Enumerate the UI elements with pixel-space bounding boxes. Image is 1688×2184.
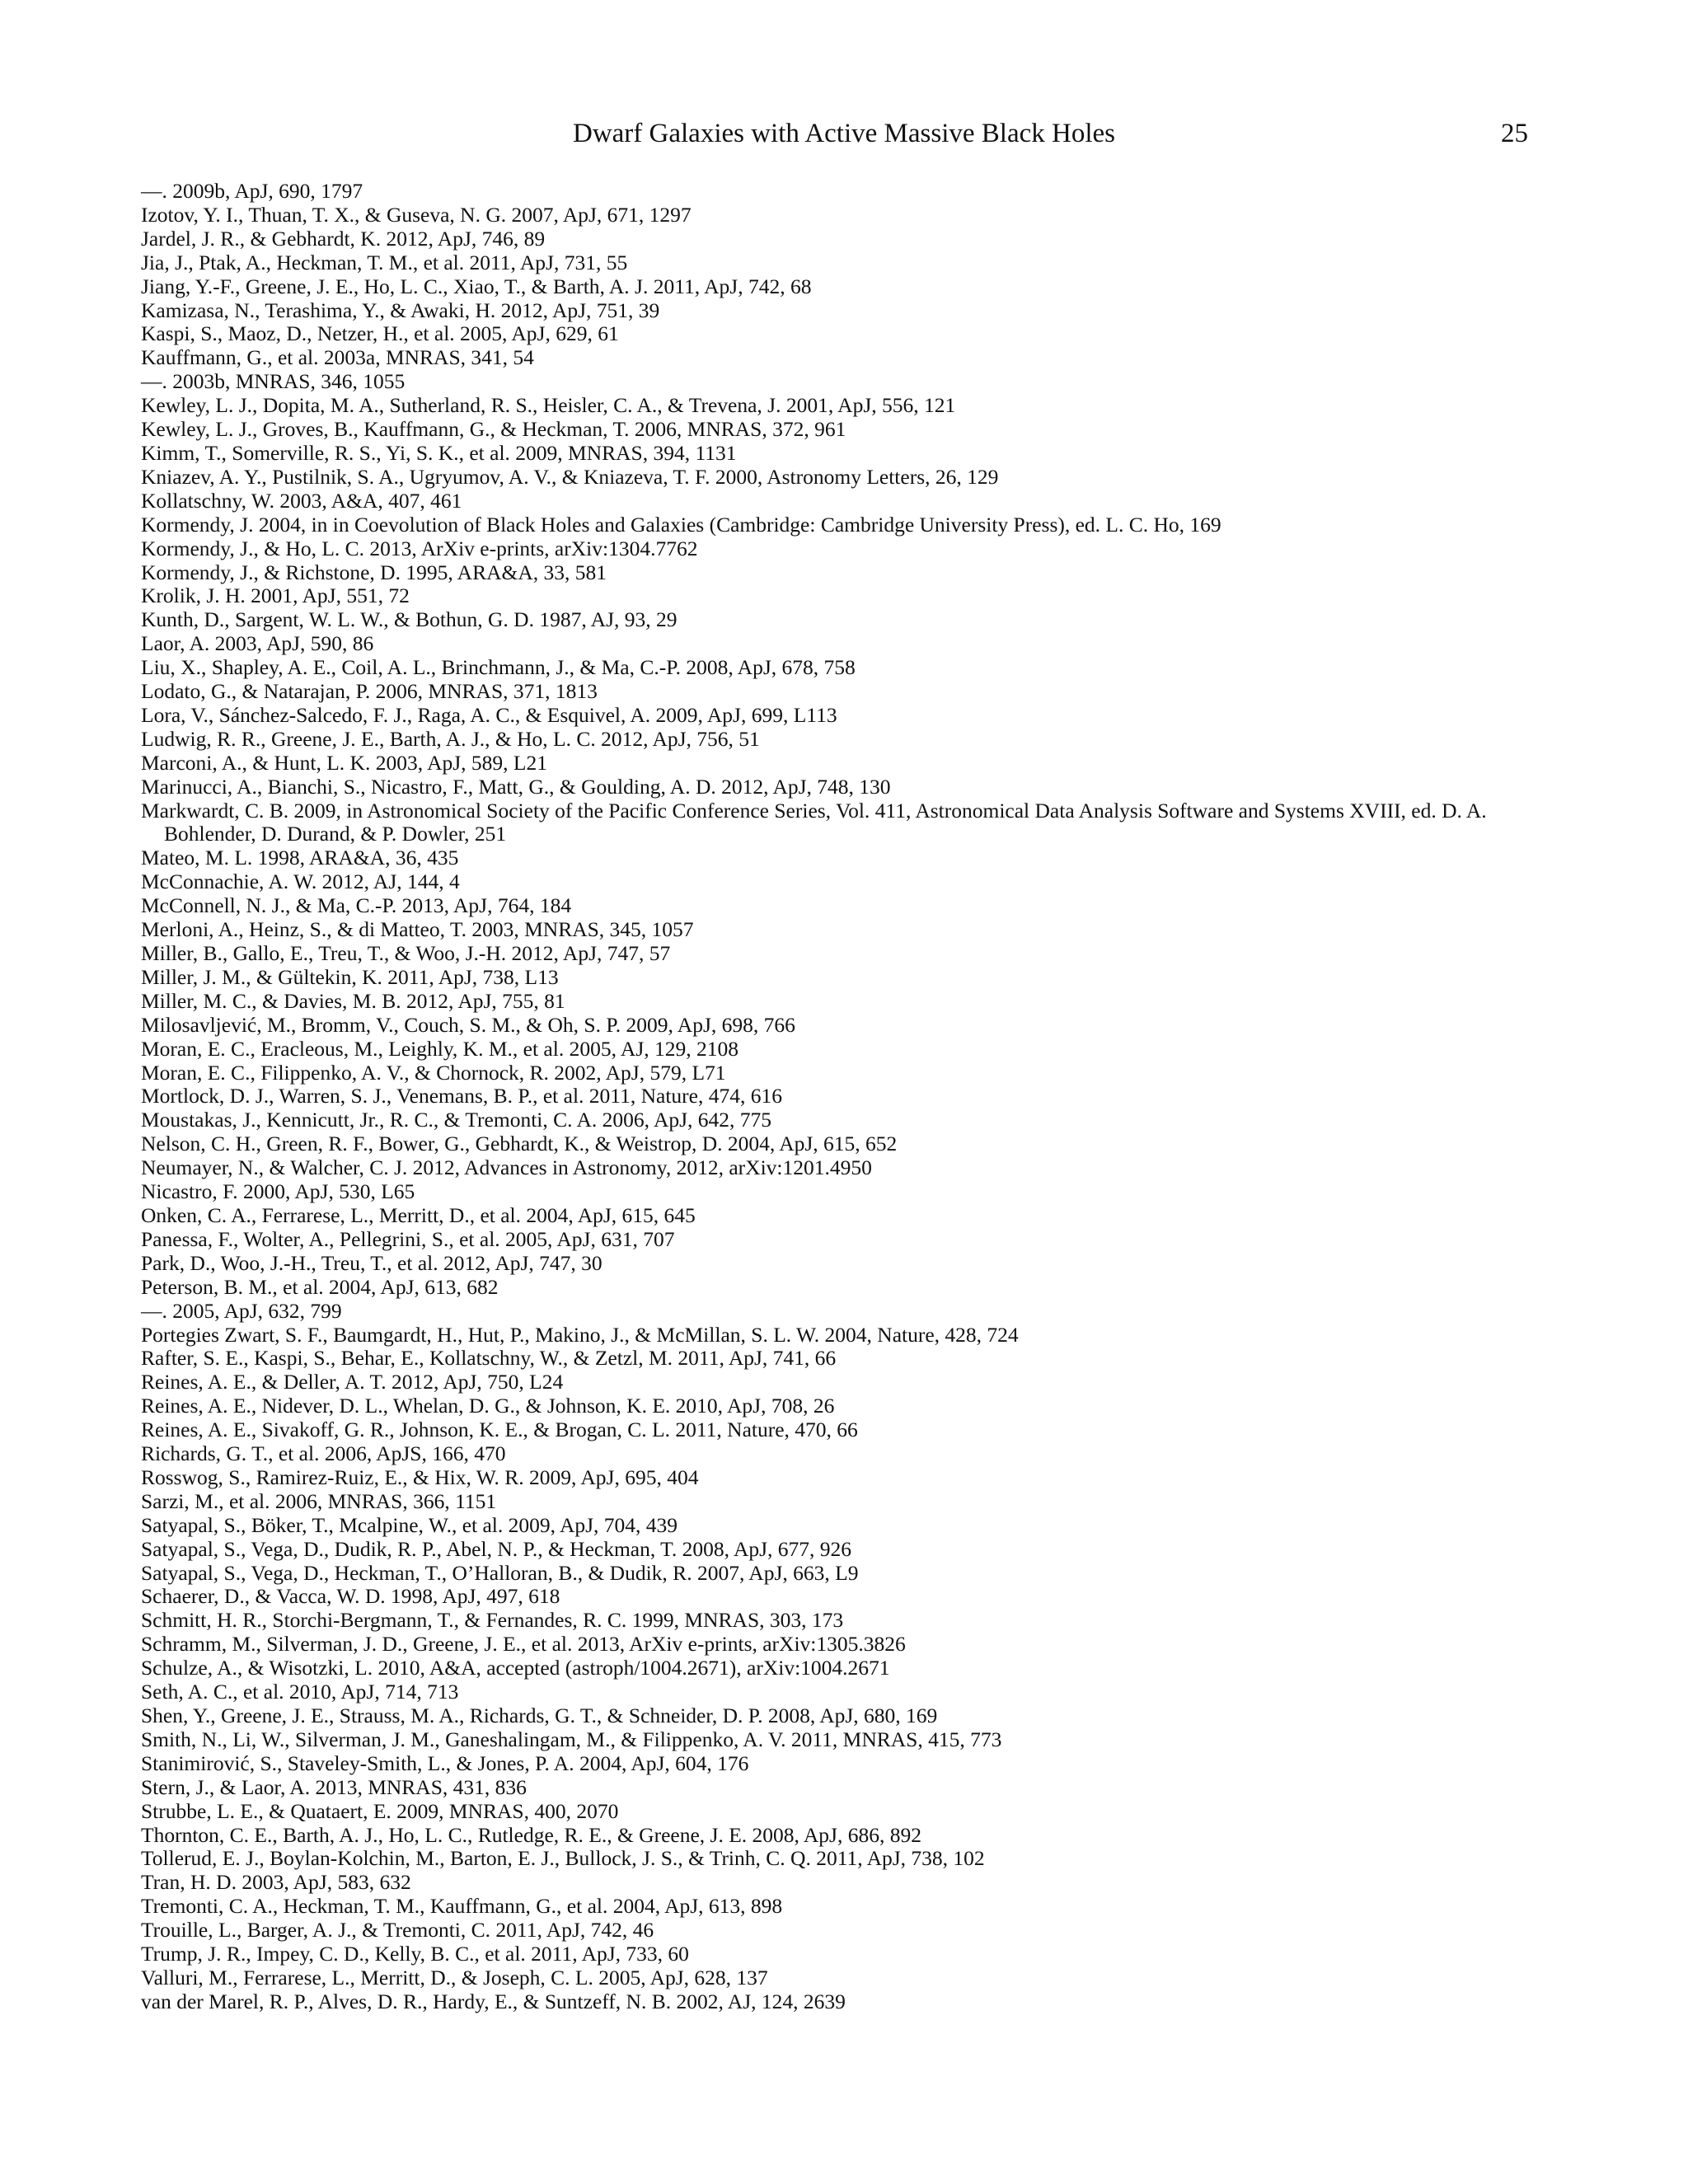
reference-entry: Richards, G. T., et al. 2006, ApJS, 166, 470 — [141, 1441, 506, 1466]
reference-entry: Krolik, J. H. 2001, ApJ, 551, 72 — [141, 583, 410, 608]
reference-entry: Satyapal, S., Vega, D., Dudik, R. P., Abel, N. P., & Heckman, T. 2008, ApJ, 677, 926 — [141, 1536, 852, 1561]
reference-entry: —. 2003b, MNRAS, 346, 1055 — [141, 369, 406, 394]
reference-entry: Peterson, B. M., et al. 2004, ApJ, 613, 682 — [141, 1274, 499, 1299]
reference-entry: Miller, J. M., & Gültekin, K. 2011, ApJ, 738, L13 — [141, 964, 559, 989]
reference-entry: —. 2009b, ApJ, 690, 1797 — [141, 179, 363, 203]
reference-entry: Onken, C. A., Ferrarese, L., Merritt, D., et al. 2004, ApJ, 615, 645 — [141, 1202, 696, 1227]
page-number: 25 — [1501, 119, 1528, 148]
reference-entry: Jiang, Y.-F., Greene, J. E., Ho, L. C., Xiao, T., & Barth, A. J. 2011, ApJ, 742, 68 — [141, 274, 812, 298]
reference-entry: Kauffmann, G., et al. 2003a, MNRAS, 341, 54 — [141, 345, 534, 370]
reference-entry: Trump, J. R., Impey, C. D., Kelly, B. C., et al. 2011, ApJ, 733, 60 — [141, 1942, 689, 1966]
reference-entry: Stanimirović, S., Staveley-Smith, L., & Jones, P. A. 2004, ApJ, 604, 176 — [141, 1750, 749, 1775]
reference-entry: Lora, V., Sánchez-Salcedo, F. J., Raga, A. C., & Esquivel, A. 2009, ApJ, 699, L113 — [141, 702, 837, 727]
reference-entry: Kewley, L. J., Dopita, M. A., Sutherland, R. S., Heisler, C. A., & Trevena, J. 2001, ApJ, 556, 121 — [141, 393, 956, 418]
reference-entry: Miller, B., Gallo, E., Treu, T., & Woo, J.-H. 2012, ApJ, 747, 57 — [141, 941, 671, 965]
reference-entry: Marinucci, A., Bianchi, S., Nicastro, F., Matt, G., & Goulding, A. D. 2012, ApJ, 748, 130 — [141, 774, 891, 799]
reference-entry: Panessa, F., Wolter, A., Pellegrini, S., et al. 2005, ApJ, 631, 707 — [141, 1226, 675, 1251]
reference-entry: Sarzi, M., et al. 2006, MNRAS, 366, 1151 — [141, 1488, 497, 1513]
reference-entry: Lodato, G., & Natarajan, P. 2006, MNRAS, 371, 1813 — [141, 679, 598, 704]
reference-entry: Smith, N., Li, W., Silverman, J. M., Ganeshalingam, M., & Filippenko, A. V. 2011, MNRAS, 415, 773 — [141, 1727, 1002, 1751]
reference-entry: Seth, A. C., et al. 2010, ApJ, 714, 713 — [141, 1680, 459, 1704]
reference-entry: Thornton, C. E., Barth, A. J., Ho, L. C., Rutledge, R. E., & Greene, J. E. 2008, ApJ, 686, 892 — [141, 1822, 921, 1847]
reference-entry: Tremonti, C. A., Heckman, T. M., Kauffmann, G., et al. 2004, ApJ, 613, 898 — [141, 1894, 783, 1919]
reference-entry: Rosswog, S., Ramirez-Ruiz, E., & Hix, W. R. 2009, ApJ, 695, 404 — [141, 1465, 699, 1489]
reference-entry: Satyapal, S., Böker, T., Mcalpine, W., et al. 2009, ApJ, 704, 439 — [141, 1512, 678, 1537]
reference-entry: Jardel, J. R., & Gebhardt, K. 2012, ApJ, 746, 89 — [141, 226, 546, 251]
reference-entry: Mateo, M. L. 1998, ARA&A, 36, 435 — [141, 846, 459, 870]
reference-entry: Kunth, D., Sargent, W. L. W., & Bothun, G. D. 1987, AJ, 93, 29 — [141, 607, 678, 632]
reference-entry: Schmitt, H. R., Storchi-Bergmann, T., & Fernandes, R. C. 1999, MNRAS, 303, 173 — [141, 1608, 844, 1633]
reference-entry: Kimm, T., Somerville, R. S., Yi, S. K., et al. 2009, MNRAS, 394, 1131 — [141, 440, 737, 465]
reference-entry: Reines, A. E., Nidever, D. L., Whelan, D. G., & Johnson, K. E. 2010, ApJ, 708, 26 — [141, 1394, 835, 1418]
reference-entry: Neumayer, N., & Walcher, C. J. 2012, Advances in Astronomy, 2012, arXiv:1201.4950 — [141, 1155, 872, 1180]
reference-entry: —. 2005, ApJ, 632, 799 — [141, 1298, 342, 1323]
reference-entry: Reines, A. E., Sivakoff, G. R., Johnson, K. E., & Brogan, C. L. 2011, Nature, 470, 66 — [141, 1418, 858, 1442]
reference-entry: Kollatschny, W. 2003, A&A, 407, 461 — [141, 488, 462, 513]
reference-entry: Shen, Y., Greene, J. E., Strauss, M. A., Richards, G. T., & Schneider, D. P. 2008, ApJ, 680, 169 — [141, 1704, 938, 1727]
reference-entry: Milosavljević, M., Bromm, V., Couch, S. M., & Oh, S. P. 2009, ApJ, 698, 766 — [141, 1012, 795, 1037]
reference-entry: Kormendy, J., & Ho, L. C. 2013, ArXiv e-prints, arXiv:1304.7762 — [141, 536, 698, 560]
reference-entry: Miller, M. C., & Davies, M. B. 2012, ApJ, 755, 81 — [141, 988, 565, 1013]
reference-entry: Satyapal, S., Vega, D., Heckman, T., O’Halloran, B., & Dudik, R. 2007, ApJ, 663, L9 — [141, 1560, 859, 1585]
reference-entry: Laor, A. 2003, ApJ, 590, 86 — [141, 631, 374, 656]
reference-entry: Moustakas, J., Kennicutt, Jr., R. C., & Tremonti, C. A. 2006, ApJ, 642, 775 — [141, 1108, 772, 1132]
running-title: Dwarf Galaxies with Active Massive Black Holes — [572, 119, 1115, 148]
page-header — [0, 117, 1688, 150]
reference-entry: Kewley, L. J., Groves, B., Kauffmann, G., & Heckman, T. 2006, MNRAS, 372, 961 — [141, 417, 846, 442]
reference-entry: Reines, A. E., & Deller, A. T. 2012, ApJ, 750, L24 — [141, 1370, 564, 1394]
reference-entry: Kaspi, S., Maoz, D., Netzer, H., et al. 2005, ApJ, 629, 61 — [141, 321, 619, 346]
reference-entry: Tran, H. D. 2003, ApJ, 583, 632 — [141, 1870, 411, 1895]
reference-entry: Schulze, A., & Wisotzki, L. 2010, A&A, accepted (astroph/1004.2671), arXiv:1004.2671 — [141, 1656, 890, 1680]
reference-entry: Kamizasa, N., Terashima, Y., & Awaki, H. 2012, ApJ, 751, 39 — [141, 298, 660, 322]
reference-entry: Valluri, M., Ferrarese, L., Merritt, D., & Joseph, C. L. 2005, ApJ, 628, 137 — [141, 1965, 768, 1990]
reference-entry: Schramm, M., Silverman, J. D., Greene, J. E., et al. 2013, ArXiv e-prints, arXiv:1305.3826 — [141, 1632, 906, 1657]
reference-entry: Marconi, A., & Hunt, L. K. 2003, ApJ, 589, L21 — [141, 750, 547, 775]
reference-entry: Moran, E. C., Eracleous, M., Leighly, K. M., et al. 2005, AJ, 129, 2108 — [141, 1036, 739, 1061]
reference-entry: Kormendy, J., & Richstone, D. 1995, ARA&A, 33, 581 — [141, 560, 607, 584]
reference-entry: Kormendy, J. 2004, in in Coevolution of Black Holes and Galaxies (Cambridge: Cambridge University Press), ed. L. C. Ho, 169 — [141, 512, 1221, 537]
reference-entry: van der Marel, R. P., Alves, D. R., Hardy, E., & Suntzeff, N. B. 2002, AJ, 124, 2639 — [141, 1989, 846, 2013]
reference-entry: Markwardt, C. B. 2009, in Astronomical Society of the Pacific Conference Series, Vol. 411, Astronomical Data Analysis Software and Systems XVIII, ed. D. A. Bohlender, D. Durand, & P. Dowler, 251 — [141, 798, 1487, 846]
reference-entry: McConnell, N. J., & Ma, C.-P. 2013, ApJ, 764, 184 — [141, 893, 572, 918]
reference-entry: Jia, J., Ptak, A., Heckman, T. M., et al. 2011, ApJ, 731, 55 — [141, 250, 628, 274]
reference-entry: Portegies Zwart, S. F., Baumgardt, H., Hut, P., Makino, J., & McMillan, S. L. W. 2004, Nature, 428, 724 — [141, 1322, 1019, 1347]
reference-entry: Mortlock, D. J., Warren, S. J., Venemans, B. P., et al. 2011, Nature, 474, 616 — [141, 1084, 782, 1108]
reference-entry: Trouille, L., Barger, A. J., & Tremonti, C. 2011, ApJ, 742, 46 — [141, 1918, 654, 1943]
reference-entry: Moran, E. C., Filippenko, A. V., & Chornock, R. 2002, ApJ, 579, L71 — [141, 1060, 726, 1085]
reference-entry: Strubbe, L. E., & Quataert, E. 2009, MNRAS, 400, 2070 — [141, 1798, 619, 1823]
reference-entry: Schaerer, D., & Vacca, W. D. 1998, ApJ, 497, 618 — [141, 1584, 560, 1609]
reference-entry: Nicastro, F. 2000, ApJ, 530, L65 — [141, 1179, 415, 1204]
reference-entry: Nelson, C. H., Green, R. F., Bower, G., Gebhardt, K., & Weistrop, D. 2004, ApJ, 615, 652 — [141, 1132, 898, 1156]
reference-list — [141, 180, 1526, 2014]
reference-entry: Ludwig, R. R., Greene, J. E., Barth, A. J., & Ho, L. C. 2012, ApJ, 756, 51 — [141, 726, 760, 751]
reference-entry: Izotov, Y. I., Thuan, T. X., & Guseva, N. G. 2007, ApJ, 671, 1297 — [141, 202, 692, 227]
reference-entry: Park, D., Woo, J.-H., Treu, T., et al. 2012, ApJ, 747, 30 — [141, 1250, 603, 1275]
reference-entry: Stern, J., & Laor, A. 2013, MNRAS, 431, 836 — [141, 1774, 527, 1799]
reference-entry: Tollerud, E. J., Boylan-Kolchin, M., Barton, E. J., Bullock, J. S., & Trinh, C. Q. 2011, ApJ, 738, 102 — [141, 1846, 985, 1871]
reference-entry: Merloni, A., Heinz, S., & di Matteo, T. 2003, MNRAS, 345, 1057 — [141, 917, 694, 942]
reference-entry: Liu, X., Shapley, A. E., Coil, A. L., Brinchmann, J., & Ma, C.-P. 2008, ApJ, 678, 758 — [141, 655, 856, 680]
reference-entry: Rafter, S. E., Kaspi, S., Behar, E., Kollatschny, W., & Zetzl, M. 2011, ApJ, 741, 66 — [141, 1346, 837, 1371]
reference-entry: McConnachie, A. W. 2012, AJ, 144, 4 — [141, 869, 460, 894]
reference-entry: Kniazev, A. Y., Pustilnik, S. A., Ugryumov, A. V., & Kniazeva, T. F. 2000, Astronomy Letters, 26, 129 — [141, 464, 999, 489]
